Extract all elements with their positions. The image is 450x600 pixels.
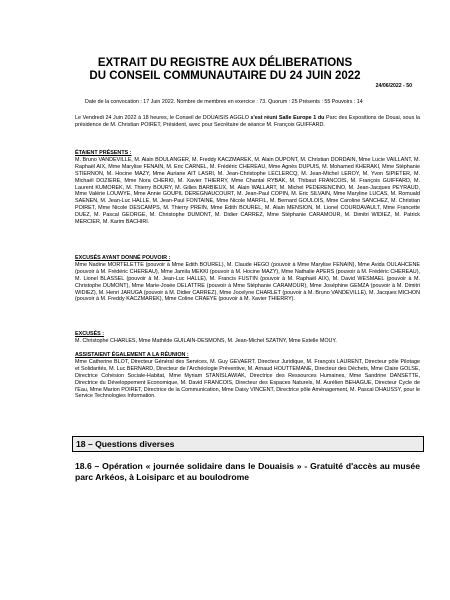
excuses-list: M. Christophe CHARLES, Mme Mathilde GUILAIN-DESMONS, M. Jean-Michel SZATNY, Mme Estelle MOUY. <box>75 337 337 344</box>
item-title: 18.6 – Opération « journée solidaire dans le Douaisis » - Gratuité d'accès au musée parc Arkéos, à Loisiparc et au boulodrome <box>75 461 420 482</box>
pouvoirs-heading: EXCUSÉS AYANT DONNÉ POUVOIR : <box>75 255 171 261</box>
deliberation-reference: 24/06/2022 - 50 <box>375 83 412 89</box>
intro-text-1: Le Vendredi 24 Juin 2022 à 18 heures, le Conseil de DOUAISIS AGGLO <box>75 115 251 121</box>
assistaient-heading: ASSISTAIENT ÉGALEMENT A LA RÉUNION : <box>75 352 189 358</box>
intro-text-location: s'est réuni Salle Europe 1 du <box>250 115 325 121</box>
presents-list: M. Bruno VANDEVILLE, M. Alain BOULANGER, M. Freddy KACZMAREK, M. Alain DUPONT, M. Christian DORDAIN, Mme Lucie VAILLANT, M. Raphaël AIX, Mme Marylise FENAIN, M. Eric CARNEL, M. Frédéric CHEREAU, Mme Agnès DUPUIS, M. Mohamed KHERAKI, Mme Stéphanie STIERNON, M. Hocine MAZY, Mme Auriane AIT LASRI, M. Jean-Christophe LECLERCQ, M. Jean-Michel LEROY, M. Yvon SIPIETER, M. Michaël DOZIERE, Mme Nora CHERKI, M. Xavier THIERRY, Mme Chantal RYBAK, M. Thibaut FRANCOIS, M. François GUIFFARD, M. Laurent KUMOREK, M. Thierry BOURY, M. Gilles BARBIEUX, M. Alain WALLART, M. Michel PEDERENCINO, M. Jean-Jacques PEYRAUD, Mme Valérie LOUWYE, Mme Annie GOUPIL DEREGNAUCOURT, M. Jean-Paul COPIN, M. Eric SILVAIN, Mme Maryline LUCAS, M. Romuald SAENEN, M. Jean-Luc HALLE, M. Jean-Paul FONTAINE, Mme Nicole MARFIL, M. Bernard GOULOIS, Mme Caroline SANCHEZ, M. Christian POIRET, Mme Nicole DESCAMPS, M. Thierry PREIN, Mme Edith BOUREL, M. Alain MENSION, M. Lionel COURDAVAULT, Mme Francette DUEZ, M. Pascal GEORGE, M. Christophe DUMONT, M. Didier CARREZ, Mme Stéphanie CARAMOUR, M. Dimitri WIDIEZ, M. Patrick MERCIER, M. Karim BACHIRI. <box>75 156 420 226</box>
section-header-bar <box>72 436 424 452</box>
document-title-line1: EXTRAIT DU REGISTRE AUX DÉLIBERATIONS <box>97 57 353 69</box>
excuses-heading: EXCUSÉS : <box>75 331 105 337</box>
intro-text-2: Parc des Expositions de Douai, sous la présidence de M. Christian POIRET, Président, avec pour Secrétaire de séance M. François GUIFFARD. <box>75 115 420 128</box>
pouvoirs-list: Mme Nadine MORTELETTE (pouvoir à Mme Edith BOUREL), M. Claude HEGO (pouvoir à Mme Marylise FENAIN), Mme Avida OULAHCENE (pouvoir à M. Frédéric CHEREAU), Mme Jamila MEKKI (pouvoir à M. Hocine MAZY), Mme Nathalie APERS (pouvoir à M. Frédéric CHEREAU), M. Lionel BLASSEL (pouvoir à M. Jean-Luc HALLE), M. Francis FUSTIN (pouvoir à M. Raphaël AIX), M. David WESMAEL (pouvoir à M. Christophe DUMONT), Mme Marie-Josée DELATTRE (pouvoir à Mme Stéphanie CARAMOUR), Mme Joséphine GEMZA (pouvoir à M. Dimitri WIDIEZ), M. Henri JARUGA (pouvoir à M. Didier CARREZ), Mme Jocelyne CHARLET (pouvoir à M. Bruno VANDEVILLE), M. Jacques MICHON (pouvoir à M. Freddy KACZMAREK), Mme Coline CRAEYE (pouvoir à M. Xavier THIERRY). <box>75 261 420 303</box>
convocation-info: Date de la convocation : 17 Juin 2022. Nombre de membres en exercice : 73. Quorum : 25 Présents : 55 Pouvoirs : 14 <box>85 99 363 105</box>
document-title-line2: DU CONSEIL COMMUNAUTAIRE DU 24 JUIN 2022 <box>89 70 361 82</box>
pouvoirs-section <box>75 255 420 303</box>
intro-paragraph <box>75 115 420 129</box>
section-title: 18 – Questions diverses <box>76 439 175 449</box>
assistaient-list: Mme Catherine BLOT, Directeur Général des Services, M. Guy GEVAERT, Directeur Juridique, M. François LAURENT, Directeur pôle Pilotage et Solidarités, M. Luc BERNARD, Directeur de l'Archéologie Préventive, M. Arnaud HOUTTEMANE, Directeur des Déchets, Mme Claire GOLSE, Directrice Cohésion Sociale-Habitat, Mme Myriam STANISLAWIAK, Directrice des Ressources Humaines, Mme Sandrine DANSETTE, Directrice du Développement Economique, M. David FRANCOIS, Directeur des Espaces Naturels, M. Aurélien BEHAGUE, Directeur Cycle de l'Eau, Mme Marion POIRET, Directrice de la Communication, Mme Daisy VINCENT, Directrice pôle Aménagement, M. Pascal DHAUSSY, pour le Service Technologies Information. <box>75 358 420 400</box>
presents-section <box>75 150 420 226</box>
presents-heading: ÉTAIENT PRÉSENTS : <box>75 150 132 156</box>
excuses-section <box>75 331 420 345</box>
assistaient-section <box>75 352 420 400</box>
